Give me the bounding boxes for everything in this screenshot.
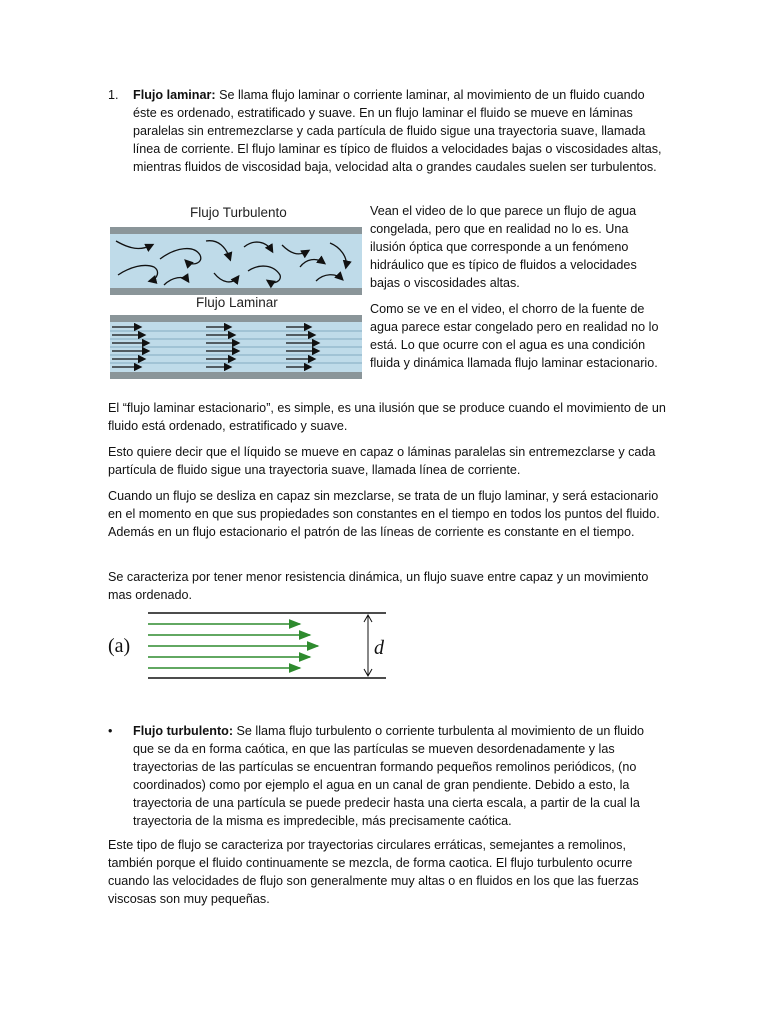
turbulent-term: Flujo turbulento:: [133, 724, 234, 738]
characteristics-paragraph: Se caracteriza por tener menor resistencia dinámica, un flujo suave entre capaz y un movimiento mas ordenado.: [108, 570, 649, 602]
turbulent-flow-item: [108, 722, 668, 830]
turbulent-title: Flujo Turbulento: [190, 205, 287, 220]
dimension-label: d: [374, 637, 384, 659]
bullet-marker: •: [108, 724, 113, 738]
laminar-text: Se llama flujo laminar o corriente laminar, al movimiento de un fluido cuando éste es ordenado, estratificado y suave. En un flujo laminar el fluido se mueve en láminas paralelas sin entremezclarse y cada partícula de fluido sigue una trayectoria suave, llamada línea de corriente. El flujo laminar es típico de fluidos a velocidades bajas o viscosidades altas, mientras fluidos de viscosidad baja, velocidad alta o grandes caudales suelen ser turbulentos.: [133, 88, 662, 174]
turbulent-text: Se llama flujo turbulento o corriente turbulenta al movimiento de un fluido que se da en forma caótica, en que las partículas se mueven desordenadamente y las trayectorias de las partículas se encuentran formando pequeños remolinos periódicos, (no coordinados) como por ejemplo el agua en un canal de gran pendiente. Debido a esto, la trayectoria de una partícula se puede predecir hasta una cierta escala, a partir de la cual la trayectoria de la misma es impredecible, más precisamente caótica.: [133, 724, 644, 828]
list-number: 1.: [108, 88, 119, 102]
video-paragraph-2: Como se ve en el video, el chorro de la fuente de agua parece estar congelado pero en realidad no lo está. Lo que ocurre con el agua es una condición fluida y dinámica llamada flujo laminar estacionario.: [370, 302, 659, 370]
dimension-arrow: [364, 615, 372, 676]
stationary-flow-paragraph: El “flujo laminar estacionario”, es simple, es una ilusión que se produce cuando el movimiento de un fluido está ordenado, estratificado y suave.: [108, 401, 666, 433]
laminar-flow-definition: [133, 86, 668, 176]
layers-paragraph: Esto quiere decir que el líquido se mueve en capaz o láminas paralelas sin entremezclarse y cada partícula de fluido sigue una trayectoria suave, llamada línea de corriente.: [108, 445, 656, 477]
turbulent-flow-definition: [133, 722, 668, 830]
laminar-term: Flujo laminar:: [133, 88, 216, 102]
laminar-plates-figure: [104, 606, 394, 684]
velocity-arrows: [148, 624, 318, 668]
video-paragraph-1: Vean el video de lo que parece un flujo de agua congelada, pero que en realidad no lo es. Una ilusión óptica que corresponde a un fenómeno hidráulico que es típico de fluidos a velocidades bajas o viscosidades altas.: [370, 204, 637, 290]
turbulent-pipe: [110, 227, 362, 295]
stationary-definition-paragraph: Cuando un flujo se desliza en capaz sin mezclarse, se trata de un flujo laminar, y será estacionario en el momento en que sus propiedades son constantes en el tiempo en todos los puntos del fluido. Además en un flujo estacionario el patrón de las líneas de corriente es constante en el tiempo.: [108, 489, 660, 539]
figure-label: (a): [108, 635, 131, 657]
video-description: [370, 202, 660, 380]
flow-comparison-figure: [110, 201, 362, 381]
laminar-pipe: [110, 315, 362, 379]
laminar-title: Flujo Laminar: [196, 295, 278, 310]
turbulent-characteristics-paragraph: Este tipo de flujo se caracteriza por trayectorias circulares erráticas, semejantes a remolinos, también porque el fluido continuamente se mezcla, de forma caotica. El flujo turbulento ocurre cuando las velocidades de flujo son generalmente muy altas o en fluidos en los que las fuerzas viscosas son muy pequeñas.: [108, 838, 639, 906]
laminar-flow-item: [108, 86, 668, 176]
